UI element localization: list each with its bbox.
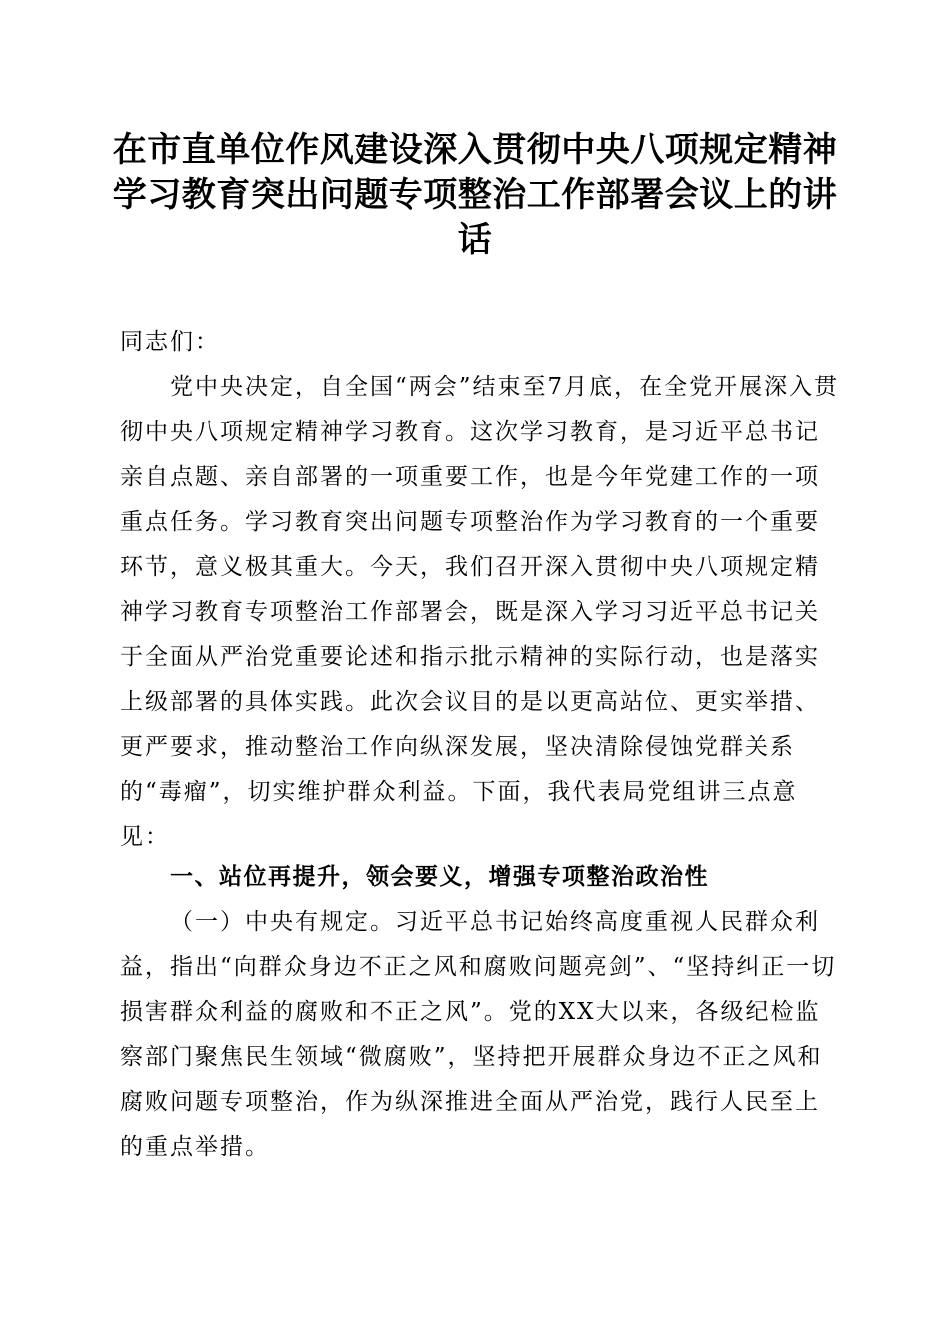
subsection-1-label: （一）中央有规定。 <box>170 909 395 935</box>
subsection-1-text: 习近平总书记始终高度重视人民群众利益，指出“向群众身边不正之风和腐败问题亮剑”、“坚持纠正一切损害群众利益的腐败和不正之风”。党的XX大以来，各级纪检监察部门聚焦民生领域“微腐败”，坚持把开展群众身边不正之风和腐败问题专项整治，作为纵深推进全面从严治党，践行人民至上的重点举措。 <box>120 909 837 1160</box>
salutation: 同志们： <box>120 329 220 355</box>
section-1-heading: 一、站位再提升，领会要义，增强专项整治政治性 <box>170 864 709 890</box>
opening-paragraph: 党中央决定，自全国“两会”结束至7月底，在全党开展深入贯彻中央八项规定精神学习教育。这次学习教育，是习近平总书记亲自点题、亲自部署的一项重要工作，也是今年党建工作的一项重点任务。学习教育突出问题专项整治作为学习教育的一个重要环节，意义极其重大。今天，我们召开深入贯彻中央八项规定精神学习教育专项整治工作部署会，既是深入学习习近平总书记关于全面从严治党重要论述和指示批示精神的实际行动，也是落实上级部署的具体实践。此次会议目的是以更高站位、更实举措、更严要求，推动整治工作向纵深发展，坚决清除侵蚀党群关系的“毒瘤”，切实维护群众利益。下面，我代表局党组讲三点意见： <box>120 374 840 850</box>
subsection-1-paragraph <box>120 900 840 1170</box>
document-title: 在市直单位作风建设深入贯彻中央八项规定精神学习教育突出问题专项整治工作部署会议上的讲话 <box>112 130 838 260</box>
